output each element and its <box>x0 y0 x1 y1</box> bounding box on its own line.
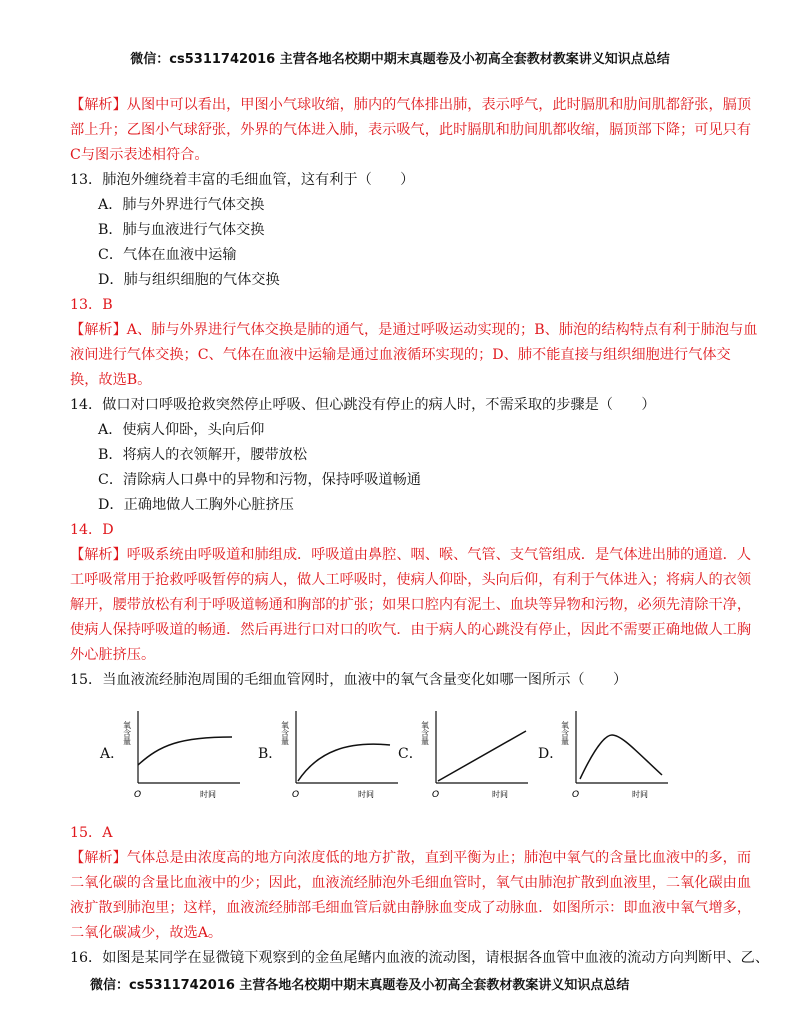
x-label: 时间 <box>200 790 216 799</box>
analysis-line: 外心脏挤压。 <box>70 647 156 663</box>
analysis-line: 部上升；乙图小气球舒张，外界的气体进入肺，表示吸气，此时膈肌和肋间肌都收缩，膈顶部下降；可见只有 <box>70 122 752 138</box>
graph-label: D． <box>538 746 564 762</box>
question-stem: 13．肺泡外缠绕着丰富的毛细血管，这有利于（ ） <box>70 172 415 188</box>
graph-label: A． <box>100 746 125 762</box>
graph-b <box>258 705 408 815</box>
origin-label: O <box>572 790 580 800</box>
origin-label: O <box>292 790 300 800</box>
origin-label: O <box>432 790 440 800</box>
option-b: B．肺与血液进行气体交换 <box>98 222 265 238</box>
graph-a <box>100 705 250 815</box>
option-d: D．肺与组织细胞的气体交换 <box>98 272 280 288</box>
curve <box>438 731 526 781</box>
graph-d <box>538 705 688 815</box>
graph-c <box>398 705 548 815</box>
answer: 13．B <box>70 297 113 313</box>
analysis-line: 二氧化碳减少，故选A。 <box>70 925 223 941</box>
graph-label: C． <box>398 746 423 762</box>
x-label: 时间 <box>358 790 374 799</box>
question-stem: 15．当血液流经肺泡周围的毛细血管网时，血液中的氧气含量变化如哪一图所示（ ） <box>70 672 628 688</box>
answer: 14．D <box>70 522 114 538</box>
y-label: 氧含量 <box>280 721 290 745</box>
question-16 <box>70 946 770 971</box>
graph-label: B． <box>258 746 283 762</box>
option-d: D．正确地做人工胸外心脏挤压 <box>98 497 294 513</box>
question-13 <box>70 168 758 393</box>
analysis-line: 换，故选B。 <box>70 372 152 388</box>
y-label: 氧含量 <box>560 721 570 745</box>
analysis-line: 【解析】A、肺与外界进行气体交换是肺的通气，是通过呼吸运动实现的；B、肺泡的结构特点有利于肺泡与血 <box>70 322 758 338</box>
question-stem: 14．做口对口呼吸抢救突然停止呼吸、但心跳没有停止的病人时，不需采取的步骤是（ ） <box>70 397 656 413</box>
question-15 <box>70 668 752 946</box>
curve <box>580 735 662 779</box>
question-stem: 16．如图是某同学在显微镜下观察到的金鱼尾鳍内血液的流动图，请根据各血管中血液的流动方向判断甲、乙、 <box>70 950 770 966</box>
curve <box>298 744 390 781</box>
analysis-line: 【解析】从图中可以看出，甲图小气球收缩，肺内的气体排出肺，表示呼气，此时膈肌和肋间肌都舒张，膈顶 <box>70 97 752 113</box>
analysis-line: 使病人保持呼吸道的畅通．然后再进行口对口的吹气．由于病人的心跳没有停止，因此不需要正确地做人工胸 <box>70 622 752 638</box>
option-a: A．使病人仰卧，头向后仰 <box>98 422 265 438</box>
analysis-line: C与图示表述相符合。 <box>70 147 209 163</box>
analysis-line: 工呼吸常用于抢救呼吸暂停的病人，做人工呼吸时，使病人仰卧，头向后仰，有利于气体进入；将病人的衣领 <box>70 572 752 588</box>
answer: 15．A <box>70 825 113 841</box>
analysis-line: 【解析】呼吸系统由呼吸道和肺组成．呼吸道由鼻腔、咽、喉、气管、支气管组成．是气体进出肺的通道．人 <box>70 547 752 563</box>
page-footer: 微信：cs5311742016 主营各地名校期中期末真题卷及小初高全套教材教案讲义知识点总结 <box>90 978 630 993</box>
analysis-line: 【解析】气体总是由浓度高的地方向浓度低的地方扩散，直到平衡为止；肺泡中氧气的含量比血液中的多，而 <box>70 850 752 866</box>
y-label: 氧含量 <box>122 721 132 745</box>
option-graphs <box>70 705 735 815</box>
y-label: 氧含量 <box>420 721 430 745</box>
option-c: C．清除病人口鼻中的异物和污物，保持呼吸道畅通 <box>98 472 421 488</box>
analysis-12 <box>70 93 752 168</box>
analysis-line: 二氧化碳的含量比血液中的少；因此，血液流经肺泡外毛细血管时，氧气由肺泡扩散到血液里，二氧化碳由血 <box>70 875 752 891</box>
option-c: C．气体在血液中运输 <box>98 247 237 263</box>
graph-a-plot <box>100 705 250 815</box>
analysis-line: 解开，腰带放松有利于呼吸道畅通和胸部的扩张；如果口腔内有泥土、血块等异物和污物，必须先清除干净， <box>70 597 752 613</box>
graph-b-plot <box>258 705 408 815</box>
page-header: 微信：cs5311742016 主营各地名校期中期末真题卷及小初高全套教材教案讲义知识点总结 <box>130 52 670 67</box>
question-14 <box>70 393 752 668</box>
document-body <box>70 93 770 971</box>
origin-label: O <box>134 790 142 800</box>
option-b: B．将病人的衣领解开，腰带放松 <box>98 447 308 463</box>
analysis-line: 液间进行气体交换；C、气体在血液中运输是通过血液循环实现的；D、肺不能直接与组织细胞进行气体交 <box>70 347 731 363</box>
curve <box>138 737 232 765</box>
graph-d-plot <box>538 705 688 815</box>
option-a: A．肺与外界进行气体交换 <box>98 197 265 213</box>
x-label: 时间 <box>632 790 648 799</box>
x-label: 时间 <box>492 790 508 799</box>
graph-c-plot <box>398 705 548 815</box>
analysis-line: 液扩散到肺泡里；这样，血液流经肺部毛细血管后就由静脉血变成了动脉血．如图所示：即血液中氧气增多， <box>70 900 752 916</box>
